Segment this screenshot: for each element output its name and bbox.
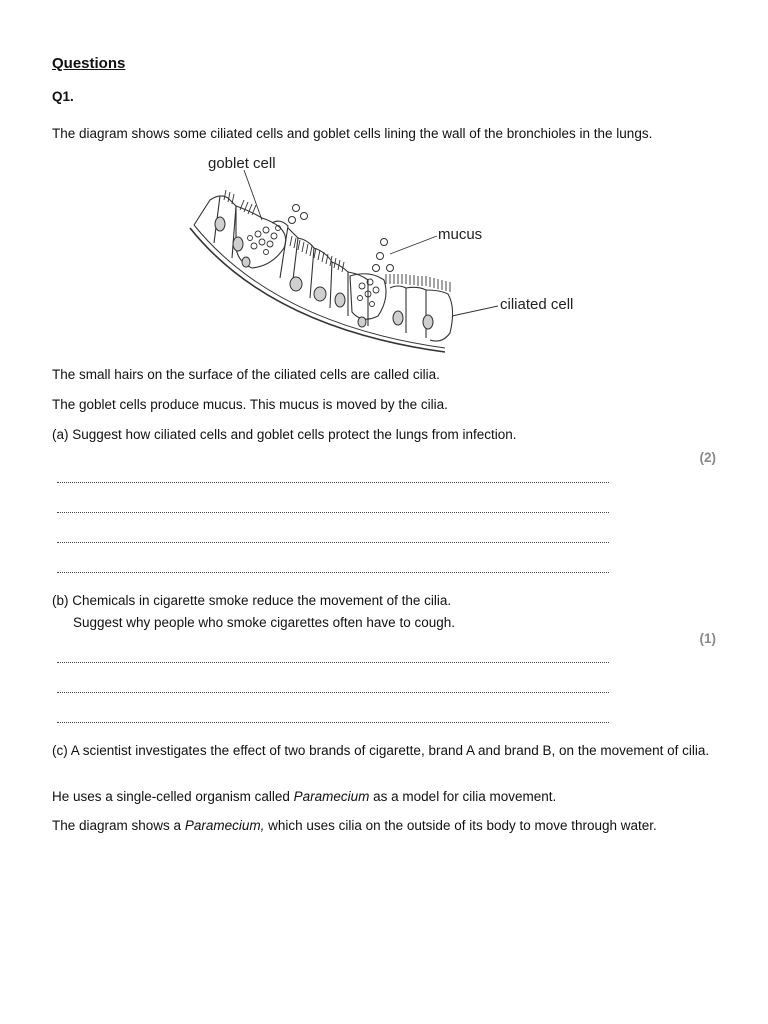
ciliated-goblet-cell-diagram [180, 148, 600, 358]
answer-line[interactable] [57, 542, 609, 543]
answer-line[interactable] [57, 662, 609, 663]
question-number: Q1. [52, 89, 74, 104]
answer-line[interactable] [57, 512, 609, 513]
part-b-question-line2: Suggest why people who smoke cigarettes often have to cough. [73, 615, 455, 630]
intro-text: The diagram shows some ciliated cells and goblet cells lining the wall of the bronchioles in the lungs. [52, 126, 653, 141]
answer-line[interactable] [57, 572, 609, 573]
para-mucus: The goblet cells produce mucus. This mucus is moved by the cilia. [52, 397, 448, 412]
para-cilia: The small hairs on the surface of the ciliated cells are called cilia. [52, 367, 440, 382]
italic-paramecium: Paramecium [293, 789, 370, 804]
answer-line[interactable] [57, 692, 609, 693]
part-b-question-line1: (b) Chemicals in cigarette smoke reduce the movement of the cilia. [52, 593, 452, 608]
part-c-question: (c) A scientist investigates the effect of two brands of cigarette, brand A and brand B, on the movement of cilia. [52, 743, 710, 758]
part-a-marks: (2) [699, 450, 716, 465]
part-b-marks: (1) [699, 631, 716, 646]
label-goblet-cell: goblet cell [208, 155, 276, 172]
label-mucus: mucus [438, 226, 483, 243]
para-paramecium-diagram: The diagram shows a Paramecium, which uses cilia on the outside of its body to move through water. [52, 818, 657, 833]
heading-questions: Questions [52, 55, 126, 72]
label-ciliated-cell: ciliated cell [500, 296, 574, 313]
italic-paramecium: Paramecium, [184, 818, 265, 833]
answer-line[interactable] [57, 722, 609, 723]
para-paramecium-model: He uses a single-celled organism called Paramecium as a model for cilia movement. [52, 789, 557, 804]
part-a-question: (a) Suggest how ciliated cells and goblet cells protect the lungs from infection. [52, 427, 517, 442]
answer-line[interactable] [57, 482, 609, 483]
